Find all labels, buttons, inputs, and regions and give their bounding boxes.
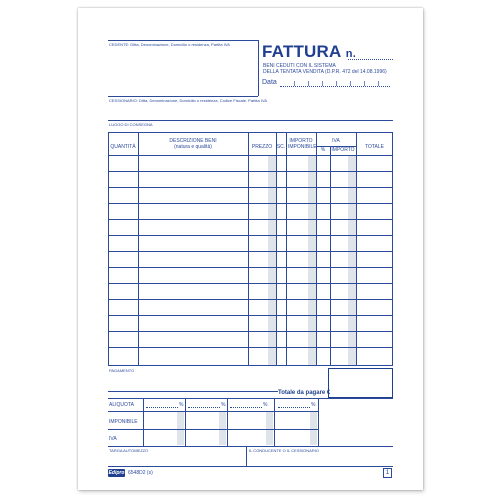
table-row[interactable] [108, 283, 393, 284]
luogo-top-line [108, 120, 393, 121]
cessionario-label: CESSIONARIO: Ditta, Denominazione, Domicilio o residenza, Codice Fiscale, Partita IVA [109, 98, 267, 103]
aliquota-percent-2: % [221, 402, 226, 408]
aliquota-percent-1: % [179, 402, 184, 408]
targa-label: TARGA AUTOMEZZO [109, 448, 149, 453]
table-row[interactable] [108, 315, 393, 316]
table-row[interactable] [108, 267, 393, 268]
riepilogo-bottom-line [108, 446, 393, 447]
aliquota-field-3[interactable] [230, 401, 262, 408]
col-line-iva-perc [330, 146, 331, 366]
subtitle-line-1: BENI CEDUTI CON IL SISTEMA [263, 63, 336, 69]
pagamento-label: PAGAMENTO [109, 368, 135, 373]
riepilogo-cents-shade-2 [219, 411, 226, 445]
header-iva: IVA [332, 138, 340, 144]
riepilogo-col-1 [143, 398, 144, 446]
table-row[interactable] [108, 219, 393, 220]
pagamento-line [108, 391, 278, 392]
header-prezzo: PREZZO [251, 144, 273, 150]
header-totale: TOTALE [365, 144, 384, 150]
product-code-suffix: (s) [146, 470, 153, 476]
cedente-label: CEDENTE: Ditta, Denominazione, Domicilio o residenza, Partita IVA [109, 42, 230, 47]
header-sc: SC. [276, 144, 286, 150]
product-code [128, 470, 153, 476]
invoice-number-field[interactable] [348, 59, 393, 60]
totale-bottom-line [108, 398, 393, 399]
header-iva-importo: IMPORTO [331, 147, 355, 153]
riepilogo-col-4 [274, 398, 275, 446]
cedente-top-line [108, 40, 258, 41]
table-row[interactable] [108, 331, 393, 332]
table-row[interactable] [108, 251, 393, 252]
header-importo-imponibile: IMPORTO IMPONIBILE [288, 138, 317, 150]
product-code-text: 6548D2 [128, 470, 146, 476]
invoice-title [262, 42, 356, 62]
table-row[interactable] [108, 299, 393, 300]
header-quantita: QUANTITÀ [110, 144, 136, 150]
invoice-form-sheet [78, 8, 423, 490]
conducente-label: IL CONDUCENTE O IL CESSIONARIO [249, 448, 319, 453]
riepilogo-col-2 [185, 398, 186, 446]
aliquota-field-2[interactable] [188, 401, 220, 408]
totale-label: Totale da pagare € [278, 390, 331, 396]
copy-number-box: 1 [383, 468, 392, 478]
date-label: Data [262, 79, 277, 86]
imponibile-label: IMPONIBILE [109, 419, 138, 425]
aliquota-field-4[interactable] [278, 401, 310, 408]
aliquota-field-1[interactable] [146, 401, 178, 408]
invoice-title-text: FATTURA [262, 42, 341, 61]
header-descrizione: DESCRIZIONE BENI [169, 138, 217, 144]
table-header-bottom [108, 155, 393, 156]
aliquota-percent-3: % [263, 402, 268, 408]
totale-box[interactable] [328, 368, 393, 398]
table-row[interactable] [108, 171, 393, 172]
riepilogo-cents-shade-3 [266, 411, 273, 445]
header-divider [258, 40, 259, 96]
table-row[interactable] [108, 187, 393, 188]
imponibile-top-line [108, 411, 318, 412]
signature-bottom-line [108, 466, 393, 467]
cessionario-top-line [108, 96, 258, 97]
riepilogo-cents-shade-4 [310, 411, 317, 445]
luogo-consegna-label: LUOGO DI CONSEGNA [109, 122, 153, 127]
table-row[interactable] [108, 235, 393, 236]
header-iva-perc: % [320, 147, 326, 153]
aliquota-label: ALIQUOTA [109, 402, 134, 408]
table-row[interactable] [108, 347, 393, 348]
invoice-number-label: n. [345, 48, 356, 60]
riepilogo-col-3 [227, 398, 228, 446]
date-field[interactable] [280, 78, 390, 87]
brand-logo: Edipro [108, 470, 125, 476]
aliquota-percent-4: % [311, 402, 316, 408]
iva-top-line [108, 429, 318, 430]
targa-divider [246, 446, 247, 466]
table-row[interactable] [108, 203, 393, 204]
riepilogo-col-5 [318, 398, 319, 446]
header-descrizione-sub: (natura e qualità) [174, 144, 212, 150]
iva-label: IVA [109, 436, 117, 442]
riepilogo-cents-shade-1 [177, 411, 184, 445]
subtitle-line-2: DELLA TENTATA VENDITA (D.P.R. 472 del 14.08.1996) [263, 69, 387, 75]
